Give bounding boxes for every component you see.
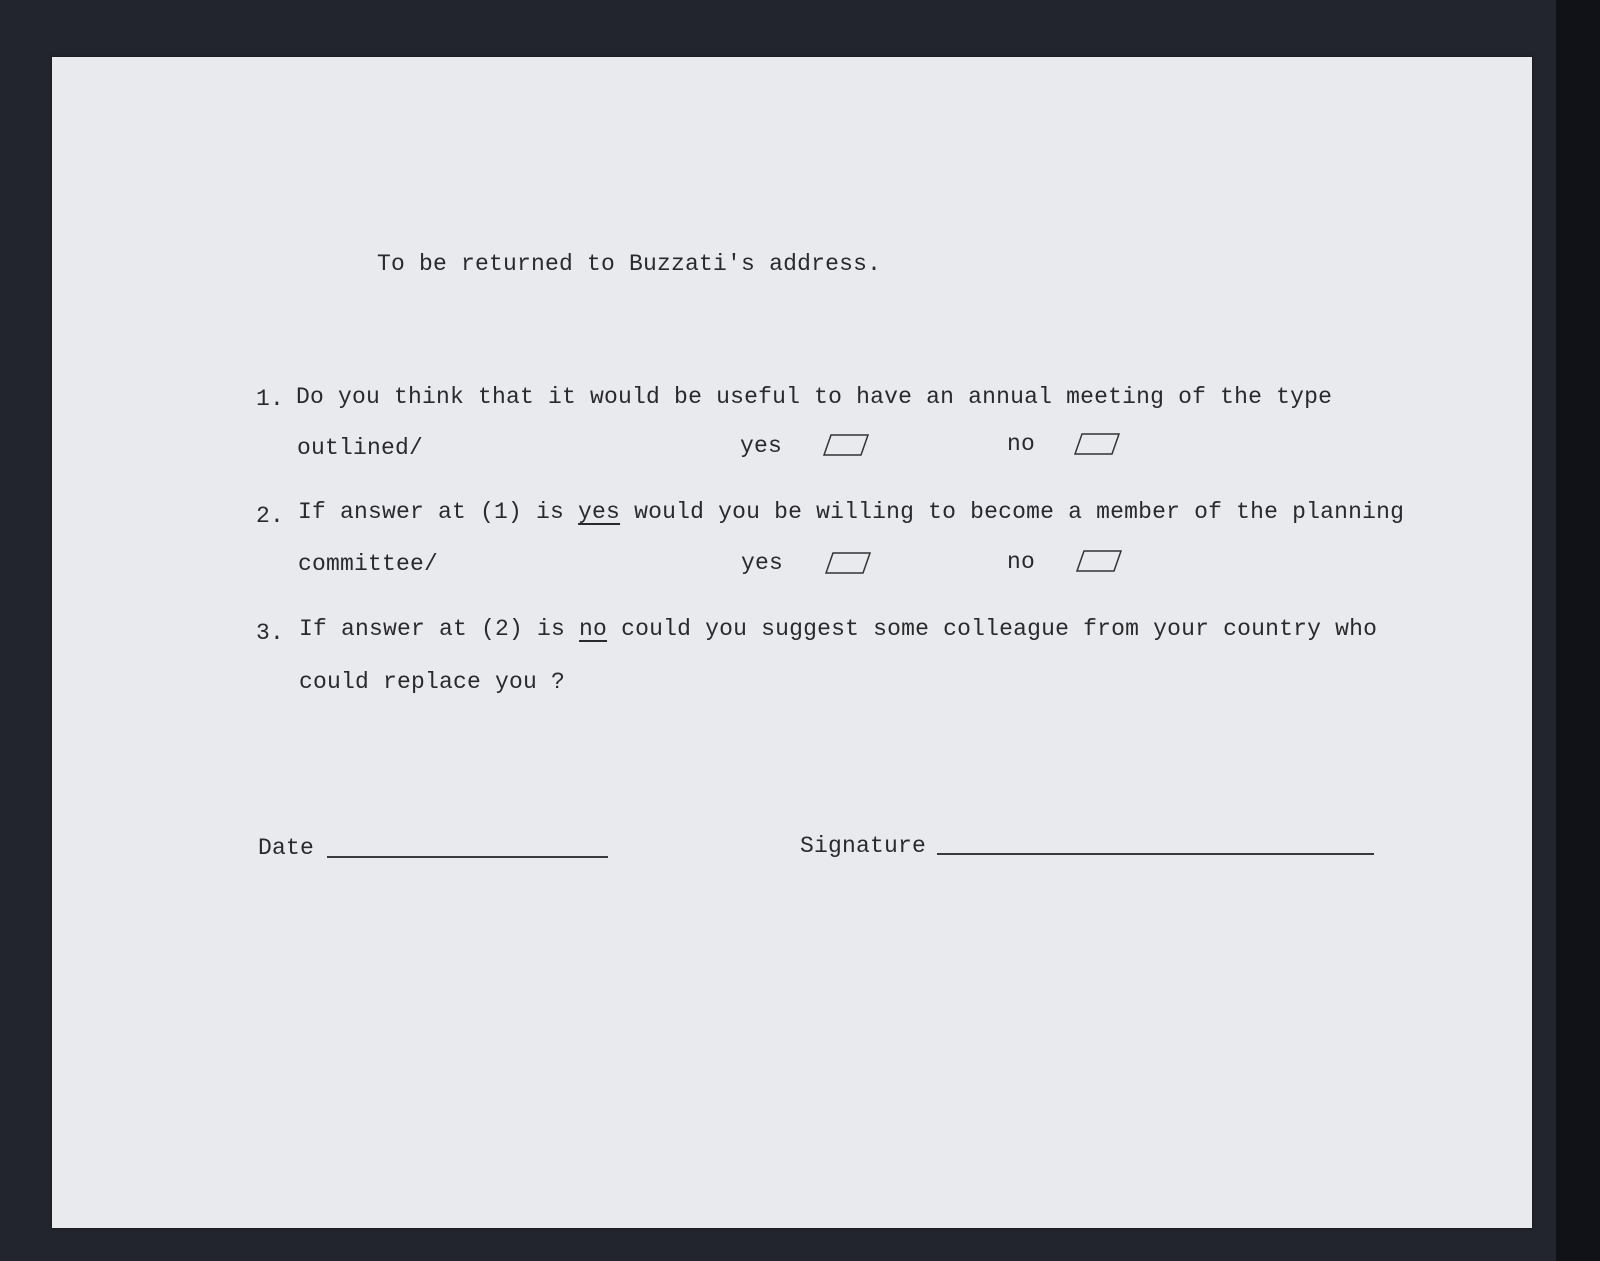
question-2-no-label: no (1007, 549, 1036, 575)
date-field[interactable] (327, 856, 608, 858)
question-2-no-checkbox[interactable] (1076, 550, 1122, 572)
signature-field[interactable] (937, 853, 1374, 855)
question-3-text (299, 618, 1377, 641)
form-page (52, 57, 1532, 1228)
date-label: Date (258, 835, 315, 861)
question-3-text-end: could you suggest some colleague from your country who (607, 616, 1378, 642)
background-edge (1556, 0, 1600, 1261)
question-3-continuation: could replace you ? (299, 669, 566, 695)
question-2-yes-label: yes (741, 550, 784, 576)
question-1-text: Do you think that it would be useful to have an annual meeting of the type (296, 384, 1333, 410)
question-2-number: 2. (256, 503, 285, 529)
question-3-emphasis-no: no (579, 616, 608, 642)
question-2-text (298, 501, 1404, 524)
question-1-number: 1. (256, 386, 285, 412)
question-2-text-end: would you be willing to become a member of the planning (620, 499, 1405, 525)
question-3-text-start: If answer at (2) is (299, 616, 580, 642)
question-1-yes-label: yes (740, 433, 783, 459)
question-1-no-checkbox[interactable] (1074, 433, 1120, 455)
question-1-yes-checkbox[interactable] (823, 434, 869, 456)
question-2-emphasis-yes: yes (578, 499, 621, 525)
question-1-continuation: outlined/ (297, 435, 424, 461)
question-2-yes-checkbox[interactable] (825, 552, 871, 574)
question-1-no-label: no (1007, 431, 1036, 457)
return-note: To be returned to Buzzati's address. (377, 251, 882, 277)
signature-label: Signature (800, 833, 927, 859)
question-3-number: 3. (256, 620, 285, 646)
question-2-text-start: If answer at (1) is (298, 499, 579, 525)
question-2-continuation: committee/ (298, 551, 439, 577)
